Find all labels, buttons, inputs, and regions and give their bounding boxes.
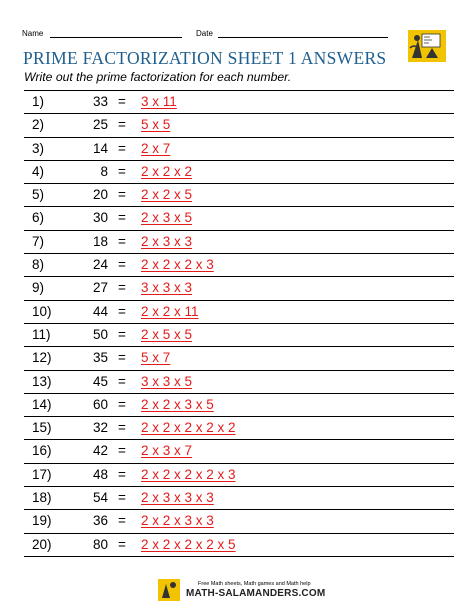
problem-number: 1) <box>32 94 45 109</box>
problem-number: 5) <box>32 187 45 203</box>
equals-sign: = <box>118 350 126 366</box>
footer-brand[interactable]: MATH-SALAMANDERS.COM <box>186 588 326 599</box>
answer-text: 2 x 2 x 2 x 2 x 3 <box>141 466 236 482</box>
problem-number: 16) <box>32 443 52 459</box>
problem-number: 20) <box>32 536 52 552</box>
problem-number: 18) <box>32 490 52 506</box>
problem-value: 20 <box>92 187 108 203</box>
problem-list <box>24 90 454 557</box>
problem-number: 9) <box>32 280 45 296</box>
problem-row <box>24 90 454 114</box>
equals-sign: = <box>118 490 126 506</box>
answer-text: 3 x 3 x 3 <box>141 280 193 296</box>
problem-value: 80 <box>92 536 108 552</box>
problem-row <box>24 207 454 230</box>
problem-row <box>24 324 454 347</box>
equals-sign: = <box>118 257 126 273</box>
problem-value: 33 <box>92 94 108 109</box>
answer-text: 2 x 3 x 3 x 3 <box>141 490 214 506</box>
equals-sign: = <box>118 326 126 342</box>
problem-number: 11) <box>32 326 51 342</box>
answer-text: 2 x 2 x 2 x 2 x 5 <box>141 536 236 552</box>
equals-sign: = <box>118 373 126 389</box>
date-line[interactable] <box>218 37 388 38</box>
problem-value: 48 <box>92 466 108 482</box>
problem-value: 32 <box>92 420 108 436</box>
equals-sign: = <box>118 396 126 412</box>
problem-number: 7) <box>32 233 45 249</box>
problem-value: 27 <box>92 280 108 296</box>
answer-text: 5 x 5 <box>141 117 171 133</box>
problem-number: 3) <box>32 140 45 156</box>
answer-text: 2 x 2 x 3 x 3 <box>141 513 214 529</box>
problem-value: 50 <box>92 326 108 342</box>
instructions: Write out the prime factorization for each number. <box>24 70 292 84</box>
equals-sign: = <box>118 94 126 109</box>
answer-text: 2 x 7 <box>141 140 171 156</box>
problem-number: 2) <box>32 117 45 133</box>
page-title: PRIME FACTORIZATION SHEET 1 ANSWERS <box>23 48 387 68</box>
problem-row <box>24 487 454 510</box>
problem-row <box>24 510 454 533</box>
equals-sign: = <box>118 420 126 436</box>
problem-row <box>24 301 454 324</box>
problem-value: 14 <box>92 140 108 156</box>
problem-value: 60 <box>92 396 108 412</box>
equals-sign: = <box>118 280 126 296</box>
problem-row <box>24 417 454 440</box>
problem-row <box>24 440 454 463</box>
problem-value: 18 <box>92 233 108 249</box>
problem-value: 44 <box>92 303 108 319</box>
problem-number: 8) <box>32 257 45 273</box>
answer-text: 5 x 7 <box>141 350 171 366</box>
problem-row <box>24 161 454 184</box>
problem-number: 19) <box>32 513 52 529</box>
equals-sign: = <box>118 536 126 552</box>
problem-row <box>24 371 454 394</box>
problem-row <box>24 464 454 487</box>
date-label: Date <box>196 29 213 38</box>
problem-value: 8 <box>100 163 108 179</box>
problem-value: 35 <box>92 350 108 366</box>
problem-value: 42 <box>92 443 108 459</box>
equals-sign: = <box>118 140 126 156</box>
problem-number: 17) <box>32 466 52 482</box>
equals-sign: = <box>118 513 126 529</box>
answer-text: 2 x 3 x 5 <box>141 210 193 226</box>
equals-sign: = <box>118 163 126 179</box>
problem-row <box>24 534 454 557</box>
problem-value: 45 <box>92 373 108 389</box>
problem-number: 10) <box>32 303 52 319</box>
problem-number: 4) <box>32 163 45 179</box>
equals-sign: = <box>118 210 126 226</box>
equals-sign: = <box>118 187 126 203</box>
equals-sign: = <box>118 443 126 459</box>
equals-sign: = <box>118 233 126 249</box>
answer-text: 3 x 11 <box>141 94 177 109</box>
answer-text: 3 x 3 x 5 <box>141 373 193 389</box>
footer-tagline: Free Math sheets, Math games and Math help <box>198 581 311 587</box>
problem-row <box>24 347 454 370</box>
equals-sign: = <box>118 466 126 482</box>
problem-number: 15) <box>32 420 52 436</box>
answer-text: 2 x 2 x 2 x 2 x 2 <box>141 420 236 436</box>
answer-text: 2 x 2 x 3 x 5 <box>141 396 214 412</box>
answer-text: 2 x 2 x 2 <box>141 163 193 179</box>
answer-text: 2 x 2 x 5 <box>141 187 193 203</box>
problem-row <box>24 184 454 207</box>
equals-sign: = <box>118 303 126 319</box>
name-line[interactable] <box>50 37 182 38</box>
answer-text: 2 x 3 x 3 <box>141 233 193 249</box>
problem-row <box>24 277 454 300</box>
problem-value: 54 <box>92 490 108 506</box>
problem-number: 13) <box>32 373 52 389</box>
problem-value: 36 <box>92 513 108 529</box>
math-salamanders-logo-icon <box>408 30 446 62</box>
problem-value: 30 <box>92 210 108 226</box>
problem-number: 6) <box>32 210 45 226</box>
problem-row <box>24 138 454 161</box>
answer-text: 2 x 2 x 11 <box>141 303 199 319</box>
answer-text: 2 x 5 x 5 <box>141 326 193 342</box>
problem-row <box>24 254 454 277</box>
problem-row <box>24 231 454 254</box>
problem-number: 12) <box>32 350 52 366</box>
problem-value: 24 <box>92 257 108 273</box>
answer-text: 2 x 3 x 7 <box>141 443 193 459</box>
name-label: Name <box>22 29 44 38</box>
problem-row <box>24 114 454 137</box>
equals-sign: = <box>118 117 126 133</box>
answer-text: 2 x 2 x 2 x 3 <box>141 257 214 273</box>
problem-number: 14) <box>32 396 52 412</box>
problem-value: 25 <box>92 117 108 133</box>
problem-row <box>24 394 454 417</box>
